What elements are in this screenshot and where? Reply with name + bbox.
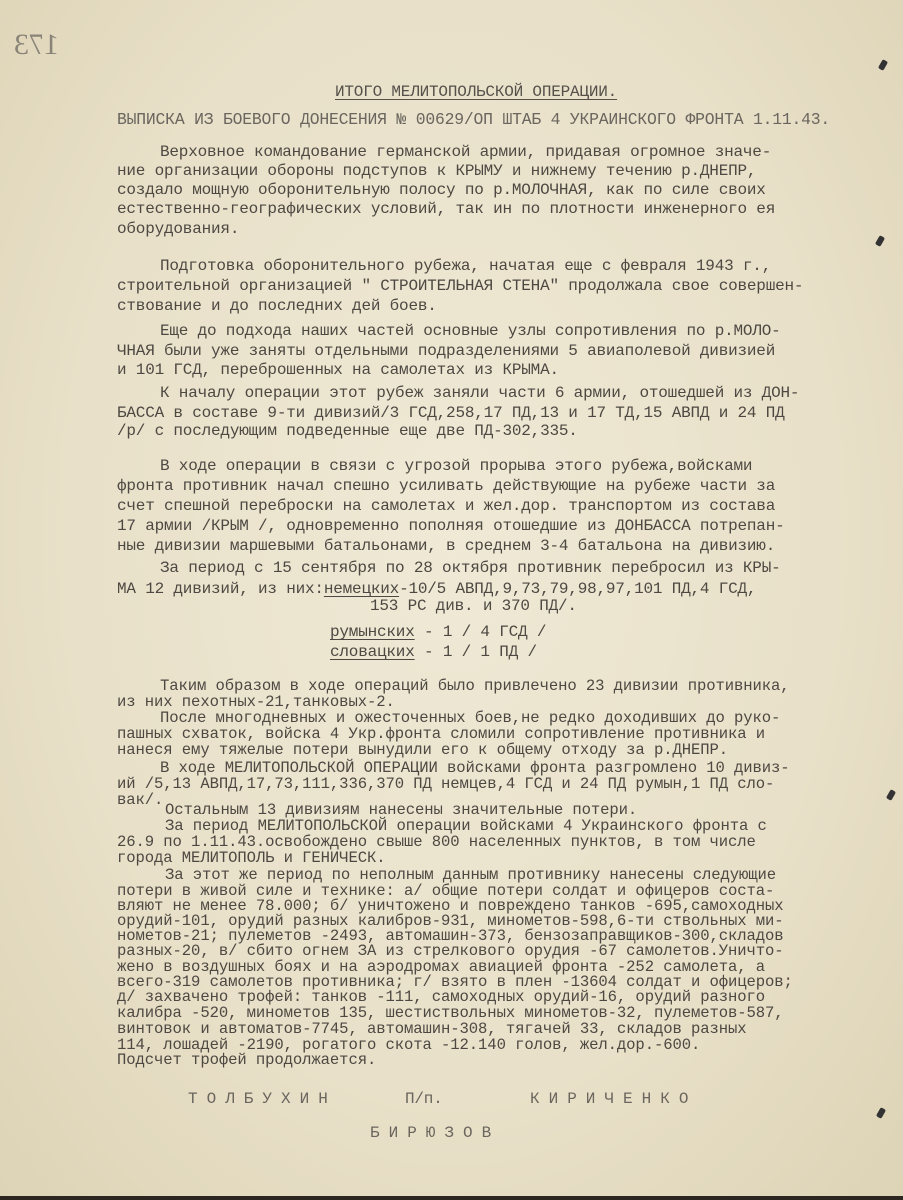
document-title: ИТОГО МЕЛИТОПОЛЬСКОЙ ОПЕРАЦИИ.	[335, 83, 618, 101]
underlined-text: словацких	[330, 643, 415, 661]
text-line: К началу операции этот рубеж заняли части 6 армии, отошедшей из ДОН-	[160, 384, 800, 402]
signature-pp: П/п.	[405, 1090, 443, 1108]
text-line: 153 РС див. и 370 ПД/.	[370, 597, 577, 615]
signature-kirichenko: КИРИЧЕНКО	[530, 1090, 698, 1108]
text-line: оборудования.	[117, 220, 240, 238]
text-line: счет спешной переброски на самолетах и жел.дор. транспортом из состава	[117, 497, 776, 515]
text-line: д/ захвачено трофей: танков -111, самоходных орудий-16, орудий разного	[117, 988, 766, 1006]
text-line: ий /5,13 АВПД,17,73,111,336,370 ПД немцев,4 ГСД и 24 ПД румын,1 ПД сло-	[117, 775, 775, 793]
text-segment: - 1 / 1 ПД /	[414, 643, 537, 661]
text-line: За период МЕЛИТОПОЛЬСКОЙ операции войсками 4 Украинского фронта с	[165, 817, 767, 835]
text-line: БАССА в составе 9-ти дивизий/3 ГСД,258,17 ПД,13 и 17 ТД,15 АВПД и 24 ПД	[117, 404, 785, 422]
text-line: После многодневных и ожесточенных боев,не редко доходивших до руко-	[160, 709, 781, 727]
text-line: ЧНАЯ были уже заняты отдельными подразделениями 5 авиаполевой дивизией	[117, 342, 776, 360]
text-line: строительной организацией " СТРОИТЕЛЬНАЯ СТЕНА" продолжала свое совершен-	[117, 277, 804, 295]
text-line: фронта противник начал спешно усиливать действующие на рубеже части за	[117, 477, 776, 495]
text-line: разных-20, в/ сбито огнем ЗА из стрелкового орудия -67 самолетов.Уничто-	[117, 942, 784, 960]
text-line: естественно-географических условий, так ин по плотности инженерного ея	[117, 200, 776, 218]
text-line	[117, 580, 756, 598]
text-line: нометов-21; пулеметов -2493, автомашин-373, бензозаправщиков-300,складов	[117, 927, 784, 945]
text-line: Подсчет трофей продолжается.	[117, 1051, 377, 1069]
document-subtitle: ВЫПИСКА ИЗ БОЕВОГО ДОНЕСЕНИЯ № 00629/ОП ШТАБ 4 УКРАИНСКОГО ФРОНТА 1.11.43.	[117, 110, 831, 129]
scan-mark	[878, 59, 888, 71]
text-line: ние организации обороны подступов к КРЫМУ и нижнему течению р.ДНЕПР,	[117, 162, 757, 180]
text-line: Подготовка оборонительного рубежа, начатая еще с февраля 1943 г.,	[160, 257, 772, 275]
text-line: орудий-101, орудий разных калибров-931, минометов-598,6-ти ствольных ми-	[117, 912, 784, 930]
signature-biryuzov: БИРЮЗОВ	[370, 1124, 501, 1142]
text-line: города МЕЛИТОПОЛЬ и ГЕНИЧЕСК.	[117, 849, 386, 867]
underlined-text: немецких	[323, 580, 400, 598]
text-line: Таким образом в ходе операций было привлечено 23 дивизии противника,	[160, 677, 790, 695]
text-line: /р/ с последующим подведенные еще две ПД-302,335.	[117, 422, 578, 440]
text-line: В ходе МЕЛИТОПОЛЬСКОЙ ОПЕРАЦИИ войсками фронта разгромлено 10 дивиз-	[160, 759, 790, 777]
text-line: 17 армии /КРЫМ /, одновременно пополняя отошедшие из ДОНБАССА потрепан-	[117, 517, 785, 535]
text-line: вляют не менее 78.000; б/ уничтожено и повреждено танков -695,самоходных	[117, 897, 784, 915]
text-line: В ходе операции в связи с угрозой прорыва этого рубежа,войсками	[160, 457, 753, 475]
text-line: всего-319 самолетов противника; г/ взято в плен -13604 солдат и офицеров;	[117, 973, 793, 991]
underlined-text: румынских	[330, 623, 415, 641]
text-line: пашных схваток, войска 4 Укр.фронта сломили сопротивление противника и	[117, 725, 766, 743]
scan-mark	[875, 235, 885, 247]
text-line: ные дивизии маршевыми батальонами, в среднем 3-4 батальона на дивизию.	[117, 537, 776, 555]
text-line: За этот же период по неполным данным противнику нанесены следующие	[165, 866, 777, 884]
text-line: 114, лошадей -2190, рогатого скота -12.140 голов, жел.дор.-600.	[117, 1036, 701, 1054]
text-line: калибра -520, минометов 135, шестиствольных минометов-32, пулеметов-587,	[117, 1004, 784, 1022]
text-line: вак/.	[117, 791, 164, 809]
text-segment: - 1 / 4 ГСД /	[414, 623, 547, 641]
signature-tolbukhin: ТОЛБУХИН	[188, 1090, 337, 1108]
text-line: потери в живой силе и технике: а/ общие потери солдат и офицеров соста-	[117, 882, 775, 900]
text-line: из них пехотных-21,танковых-2.	[117, 693, 395, 711]
text-line: ствование и до последних дей боев.	[117, 297, 437, 315]
text-segment: -10/5 АВПД,9,73,79,98,97,101 ПД,4 ГСД,	[399, 580, 757, 598]
text-segment: МА 12 дивизий, из них:	[117, 580, 324, 598]
scan-mark	[876, 1107, 886, 1119]
scan-mark	[886, 789, 896, 801]
text-line: Еще до подхода наших частей основные узлы сопротивления по р.МОЛО-	[160, 322, 781, 340]
text-line: винтовок и автоматов-7745, автомашин-308, тягачей 33, складов разных	[117, 1020, 747, 1038]
text-line: 26.9 по 1.11.43.освобождено свыше 800 населенных пунктов, в том числе	[117, 833, 756, 851]
text-line: создало мощную оборонительную полосу по р.МОЛОЧНАЯ, как по силе своих	[117, 181, 766, 199]
text-line	[330, 623, 546, 641]
text-line: жено в воздушных боях и на аэродромах авиацией фронта -252 самолета, а	[117, 958, 766, 976]
text-line: Верховное командование германской армии, придавая огромное значе-	[160, 143, 772, 161]
text-line	[330, 643, 537, 661]
text-line: За период с 15 сентября по 28 октября противник перебросил из КРЫ-	[160, 559, 781, 577]
text-line: и 101 ГСД, переброшенных на самолетах из КРЫМА.	[117, 361, 559, 379]
page-number: 173	[14, 28, 59, 61]
text-line: Остальным 13 дивизиям нанесены значительные потери.	[165, 801, 638, 819]
text-line: нанеся ему тяжелые потери вынудили его к общему отходу за р.ДНЕПР.	[117, 741, 729, 759]
